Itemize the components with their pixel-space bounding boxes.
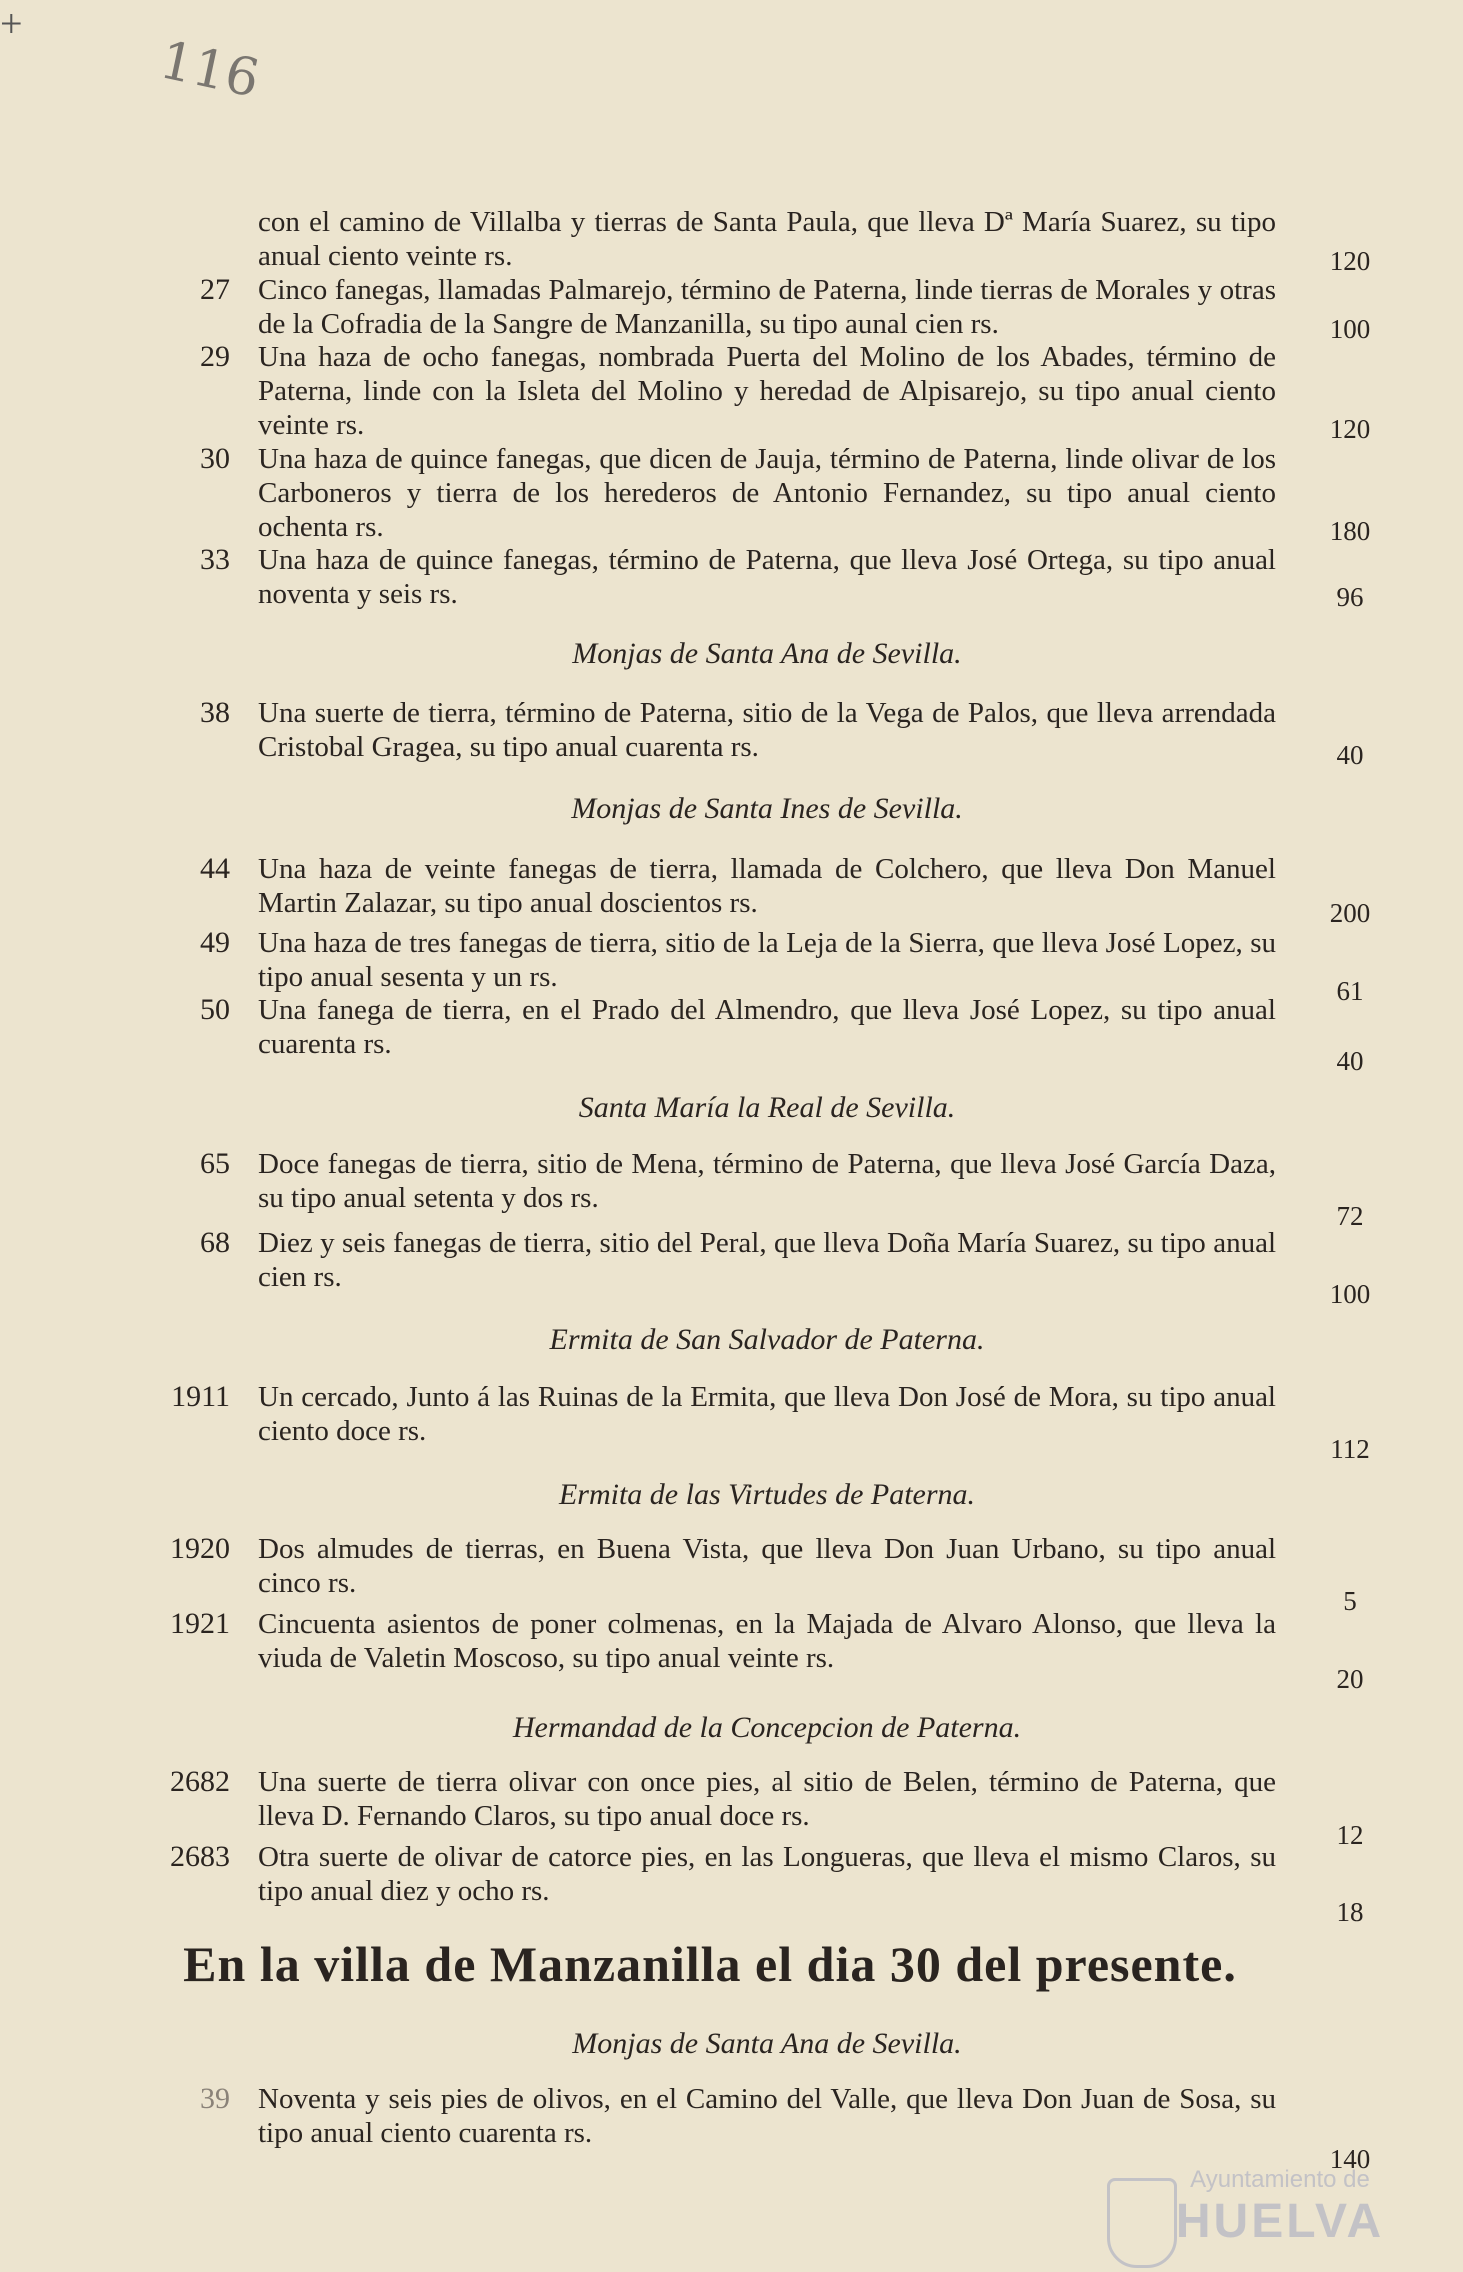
entry-amount: 200 xyxy=(1329,898,1371,928)
coat-of-arms-icon xyxy=(1107,2178,1177,2268)
entry-number: 1911 xyxy=(171,1380,230,1413)
entry-number: 1921 xyxy=(170,1607,230,1640)
entry-amount: 72 xyxy=(1336,1201,1364,1231)
entry-text: Una fanega de tierra, en el Prado del Almendro, que lleva José Lopez, su tipo anual cuarenta rs. xyxy=(258,994,1276,1060)
entry-text: Diez y seis fanegas de tierra, sitio del Peral, que lleva Doña María Suarez, su tipo anual cien rs. xyxy=(258,1227,1276,1293)
entry-number: 2682 xyxy=(170,1765,230,1798)
section-heading: Santa María la Real de Sevilla. xyxy=(578,1091,956,1124)
entry-amount: 20 xyxy=(1336,1664,1364,1694)
entry-number: 1920 xyxy=(170,1532,230,1565)
section-heading: Hermandad de la Concepcion de Paterna. xyxy=(512,1711,1022,1744)
section-heading: Ermita de las Virtudes de Paterna. xyxy=(558,1478,976,1511)
entry-text: Una haza de quince fanegas, término de Paterna, que lleva José Ortega, su tipo anual noventa y seis rs. xyxy=(258,544,1276,610)
watermark-line1: Ayuntamiento de xyxy=(1190,2166,1370,2193)
entry-amount: 40 xyxy=(1336,740,1364,770)
margin-pencil-mark: 116 xyxy=(154,30,265,110)
section-title: En la villa de Manzanilla el dia 30 del presente. xyxy=(183,1936,1237,1992)
entry-amount: 96 xyxy=(1336,582,1364,612)
entry-number: 65 xyxy=(200,1147,230,1180)
entry-amount: 61 xyxy=(1336,976,1364,1006)
corner-mark: + xyxy=(0,1,23,46)
entry-text: Cinco fanegas, llamadas Palmarejo, término de Paterna, linde tierras de Morales y otras de la Cofradia de la Sangre de Manzanilla, su tipo aunal cien rs. xyxy=(258,274,1276,340)
entry-amount: 18 xyxy=(1336,1897,1364,1927)
entry-text: con el camino de Villalba y tierras de Santa Paula, que lleva Dª María Suarez, su tipo anual ciento veinte rs. xyxy=(258,206,1276,272)
entry-text: Una haza de ocho fanegas, nombrada Puerta del Molino de los Abades, término de Paterna, linde con la Isleta del Molino y heredad de Alpisarejo, su tipo anual ciento veinte rs. xyxy=(258,341,1276,441)
entry-amount: 140 xyxy=(1329,2144,1371,2174)
entry-text: Una suerte de tierra, término de Paterna, sitio de la Vega de Palos, que lleva arrendada Cristobal Gragea, su tipo anual cuarenta rs. xyxy=(258,697,1276,763)
archive-watermark xyxy=(1175,2166,1385,2249)
watermark-line2: HUELVA xyxy=(1175,2195,1385,2248)
entry-number: 39 xyxy=(200,2082,230,2115)
entry-text: Un cercado, Junto á las Ruinas de la Ermita, que lleva Don José de Mora, su tipo anual ciento doce rs. xyxy=(258,1381,1276,1447)
entry-text: Una suerte de tierra olivar con once pies, al sitio de Belen, término de Paterna, que lleva D. Fernando Claros, su tipo anual doce rs. xyxy=(258,1766,1276,1832)
entry-number: 68 xyxy=(200,1226,230,1259)
entry-amount: 100 xyxy=(1329,314,1371,344)
entry-amount: 5 xyxy=(1343,1586,1357,1616)
section-heading: Monjas de Santa Ines de Sevilla. xyxy=(571,792,963,825)
entry-amount: 40 xyxy=(1336,1046,1364,1076)
entry-amount: 120 xyxy=(1329,246,1371,276)
section-heading: Monjas de Santa Ana de Sevilla. xyxy=(572,2027,962,2060)
entry-text: Una haza de veinte fanegas de tierra, llamada de Colchero, que lleva Don Manuel Martin Zalazar, su tipo anual doscientos rs. xyxy=(258,853,1276,919)
entry-text: Dos almudes de tierras, en Buena Vista, que lleva Don Juan Urbano, su tipo anual cinco rs. xyxy=(258,1533,1276,1599)
entry-text: Una haza de tres fanegas de tierra, sitio de la Leja de la Sierra, que lleva José Lopez, su tipo anual sesenta y un rs. xyxy=(258,927,1276,993)
entry-text: Una haza de quince fanegas, que dicen de Jauja, término de Paterna, linde olivar de los Carboneros y tierra de los herederos de Antonio Fernandez, su tipo anual ciento ochenta rs. xyxy=(258,443,1276,543)
entry-text: Cincuenta asientos de poner colmenas, en la Majada de Alvaro Alonso, que lleva la viuda de Valetin Moscoso, su tipo anual veinte rs. xyxy=(258,1608,1276,1674)
entry-text: Otra suerte de olivar de catorce pies, en las Longueras, que lleva el mismo Claros, su tipo anual diez y ocho rs. xyxy=(258,1841,1276,1907)
entry-number: 50 xyxy=(200,993,230,1026)
entry-amount: 120 xyxy=(1329,414,1371,444)
entry-text: Doce fanegas de tierra, sitio de Mena, término de Paterna, que lleva José García Daza, su tipo anual setenta y dos rs. xyxy=(258,1148,1276,1214)
entry-number: 44 xyxy=(200,852,230,885)
entry-number: 33 xyxy=(200,543,230,576)
entry-number: 30 xyxy=(200,442,230,475)
entry-number: 49 xyxy=(200,926,230,959)
entry-number: 29 xyxy=(200,340,230,373)
entry-number: 2683 xyxy=(170,1840,230,1873)
entry-amount: 180 xyxy=(1329,516,1371,546)
section-heading: Ermita de San Salvador de Paterna. xyxy=(549,1323,985,1356)
entry-number: 27 xyxy=(200,273,230,306)
entry-number: 38 xyxy=(200,696,230,729)
entry-text: Noventa y seis pies de olivos, en el Camino del Valle, que lleva Don Juan de Sosa, su tipo anual ciento cuarenta rs. xyxy=(258,2083,1276,2149)
entry-amount: 112 xyxy=(1330,1434,1370,1464)
entry-amount: 12 xyxy=(1336,1820,1364,1850)
section-heading: Monjas de Santa Ana de Sevilla. xyxy=(572,637,962,670)
entry-amount: 100 xyxy=(1329,1279,1371,1309)
